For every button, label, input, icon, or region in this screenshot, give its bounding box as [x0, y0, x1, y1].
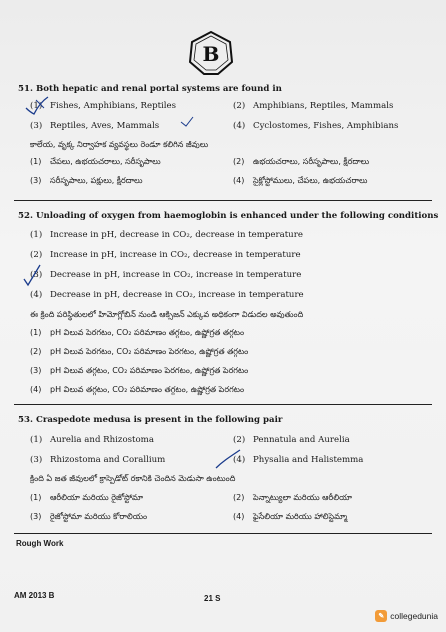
q53-option-1-te-text: ఆరీలియా మరియు రైజోస్టోమా	[50, 493, 144, 502]
q52-option-3-te-text: pH విలువ తగ్గటం, CO₂ పరిమాణం పెరగటం, ఉష్ణోగ్రత పెరగటం	[50, 366, 249, 375]
q53-option-4-te-num: (4)	[233, 512, 245, 521]
question-51-stem: Both hepatic and renal portal systems are found in	[36, 84, 282, 94]
q51-option-2-text: Amphibians, Reptiles, Mammals	[253, 101, 394, 111]
q52-option-3-num: (3)	[30, 270, 43, 280]
handwritten-mark-icon	[180, 116, 194, 128]
series-letter: B	[202, 42, 220, 66]
handwritten-tick-icon	[24, 96, 50, 116]
question-53-stem: Craspedote medusa is present in the following pair	[36, 415, 283, 425]
q53-option-2-te-text: పెన్నాట్యులా మరియు ఆరీలియా	[253, 493, 353, 502]
question-52-number: 52.	[18, 211, 33, 221]
q52-option-4-te-num: (4)	[30, 385, 42, 394]
q51-stem-telugu: కాలేయ, వృక్క నిర్వాహక వ్యవస్థలు రెండూ కలిగిన జీవులు	[30, 140, 209, 149]
q52-option-2-text: Increase in pH, increase in CO₂, decrease in temperature	[50, 250, 301, 260]
series-badge-icon	[188, 30, 234, 76]
collegedunia-logo-icon: ✎	[375, 610, 387, 622]
rough-work-label: Rough Work	[16, 539, 64, 548]
q53-option-4-text: Physalia and Halistemma	[253, 455, 364, 465]
q52-stem-telugu: ఈ క్రింది పరిస్థితులలో హిమోగ్లోబిన్ నుండి ఆక్సిజన్ ఎక్కువ అధికంగా విడుదల అవుతుంది	[30, 310, 304, 319]
question-51-number: 51.	[18, 84, 33, 94]
q52-option-1-text: Increase in pH, decrease in CO₂, decrease in temperature	[50, 230, 303, 240]
q51-option-4-num: (4)	[233, 121, 246, 131]
q51-option-1-num: (1)	[30, 101, 43, 111]
q53-option-3-num: (3)	[30, 455, 43, 465]
q53-option-3-text: Rhizostoma and Corallium	[50, 455, 166, 465]
q51-option-3-te-num: (3)	[30, 176, 42, 185]
q52-option-2-te-num: (2)	[30, 347, 42, 356]
watermark-text: collegedunia	[390, 611, 438, 621]
q53-option-4-te-text: ఫైసేలియా మరియు హాలిస్టెమ్మా	[253, 512, 348, 521]
q51-option-2-num: (2)	[233, 101, 246, 111]
q53-option-1-te-num: (1)	[30, 493, 42, 502]
q53-stem-telugu: క్రింది ఏ జత జీవులలో క్రాస్పెడోట్ రకానికి చెందిన మెడుసా ఉంటుంది	[30, 474, 236, 483]
q51-option-3-text: Reptiles, Aves, Mammals	[50, 121, 160, 131]
q53-option-4-num: (4)	[233, 455, 246, 465]
q52-option-2-num: (2)	[30, 250, 43, 260]
q52-option-3-text: Decrease in pH, increase in CO₂, increase in temperature	[50, 270, 302, 280]
q51-option-2-te-text: ఉభయచరాలు, సరీసృపాలు, క్షీరదాలు	[253, 157, 370, 166]
q53-option-3-te-num: (3)	[30, 512, 42, 521]
q51-option-4-text: Cyclostomes, Fishes, Amphibians	[253, 121, 399, 131]
exam-code: AM 2013 B	[14, 591, 55, 600]
handwritten-tick-icon	[214, 448, 242, 470]
q51-option-1-te-text: చేపలు, ఉభయచరాలు, సరీసృపాలు	[50, 157, 161, 166]
q52-option-1-te-num: (1)	[30, 328, 42, 337]
page-number: 21 S	[204, 594, 221, 603]
q53-option-2-te-num: (2)	[233, 493, 245, 502]
divider	[14, 200, 432, 201]
q53-option-2-text: Pennatula and Aurelia	[253, 435, 350, 445]
q52-option-3-te-num: (3)	[30, 366, 42, 375]
question-52-stem: Unloading of oxygen from haemoglobin is enhanced under the following conditions	[36, 211, 439, 221]
q51-option-4-te-num: (4)	[233, 176, 245, 185]
watermark	[375, 610, 438, 622]
q51-option-1-text: Fishes, Amphibians, Reptiles	[50, 101, 177, 111]
q51-option-2-te-num: (2)	[233, 157, 245, 166]
q52-option-1-te-text: pH విలువ పెరగటం, CO₂ పరిమాణం తగ్గటం, ఉష్ణోగ్రత తగ్గటం	[50, 328, 244, 337]
q52-option-4-num: (4)	[30, 290, 43, 300]
q53-option-3-te-text: రైజోస్టోమా మరియు కోరాలియం	[50, 512, 148, 521]
q51-option-3-num: (3)	[30, 121, 43, 131]
q53-option-1-text: Aurelia and Rhizostoma	[50, 435, 154, 445]
q53-option-2-num: (2)	[233, 435, 246, 445]
question-53-number: 53.	[18, 415, 33, 425]
q51-option-4-te-text: సైక్లోస్టోములు, చేపలు, ఉభయచరాలు	[253, 176, 368, 185]
q53-option-1-num: (1)	[30, 435, 43, 445]
series-badge	[188, 30, 234, 76]
q51-option-3-te-text: సరీసృపాలు, పక్షులు, క్షీరదాలు	[50, 176, 143, 185]
q51-option-1-te-num: (1)	[30, 157, 42, 166]
divider	[14, 533, 432, 534]
divider	[14, 404, 432, 405]
handwritten-tick-icon	[22, 263, 42, 289]
q52-option-2-te-text: pH విలువ పెరగటం, CO₂ పరిమాణం పెరగటం, ఉష్ణోగ్రత తగ్గటం	[50, 347, 249, 356]
q52-option-4-text: Decrease in pH, decrease in CO₂, increase in temperature	[50, 290, 304, 300]
q52-option-4-te-text: pH విలువ తగ్గటం, CO₂ పరిమాణం తగ్గటం, ఉష్ణోగ్రత పెరగటం	[50, 385, 244, 394]
q52-option-1-num: (1)	[30, 230, 43, 240]
